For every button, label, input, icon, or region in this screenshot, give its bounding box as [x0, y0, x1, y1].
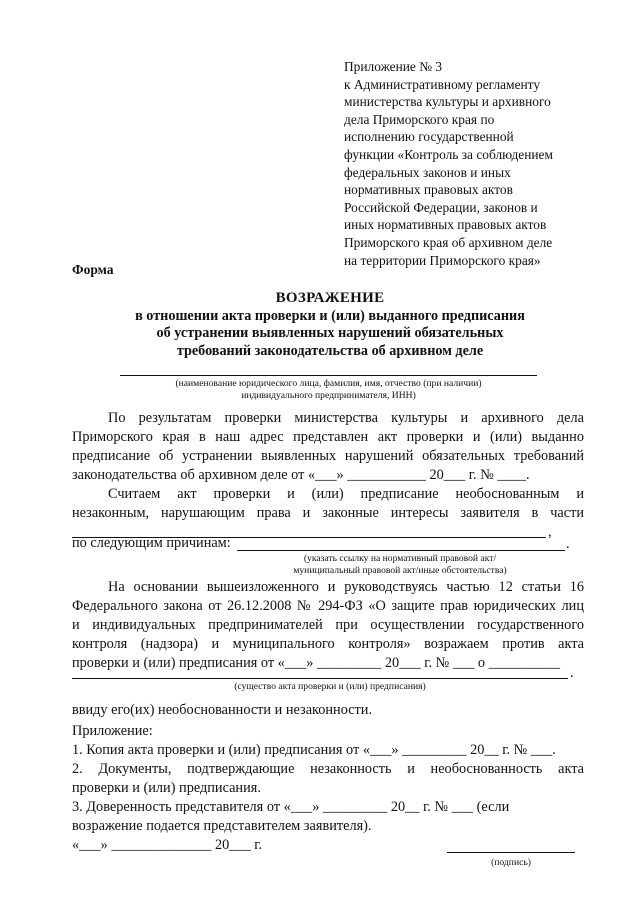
line-end-comma: ,	[548, 524, 552, 540]
annex-line: Российской Федерации, законов и	[344, 199, 538, 215]
conclusion-text: ввиду его(их) необоснованности и незаконности.	[72, 702, 373, 718]
text-line: законодательства об архивном деле от «___» ___________ 20___ г. № ____.	[72, 467, 530, 483]
text-line: проверки и (или) предписания от «___» _________ 20___ г. № ___ о __________	[72, 655, 561, 671]
title-line: ВОЗРАЖЕНИЕ	[275, 290, 385, 306]
text-line: предписание об устранении выявленных нарушений обязательных требований	[72, 448, 584, 464]
annex-line: функции «Контроль за соблюдением	[344, 146, 553, 162]
annex-line: министерства культуры и архивного	[344, 94, 551, 110]
reasons-caption	[250, 553, 550, 576]
title-line: требований законодательства об архивном деле	[176, 342, 484, 359]
attachment-item-1: 1. Копия акта проверки и (или) предписания от «___» _________ 20__ г. № ___.	[72, 742, 556, 758]
annex-line: иных нормативных правовых актов	[344, 217, 547, 233]
text-line: На основании вышеизложенного и руководствуясь частью 12 статьи 16	[108, 579, 584, 595]
document-title	[70, 290, 590, 360]
essence-line	[72, 678, 568, 679]
annex-line: Приморского края об архивном деле	[344, 234, 553, 250]
signature-caption: (подпись)	[491, 857, 531, 868]
text-line: Считаем акт проверки и (или) предписание необоснованным и	[108, 486, 584, 502]
caption-line: муниципальный правовой акт/иные обстоятельства)	[293, 564, 507, 576]
annex-line: исполнению государственной	[344, 129, 514, 145]
text-line: контроля (надзора) и муниципального контроля» возражаем против акта	[72, 636, 584, 652]
line-end-period: .	[570, 665, 574, 681]
text-line: Федерального закона от 26.12.2008 № 294-ФЗ «О защите прав юридических лиц	[72, 598, 584, 614]
attachment-item-3-line1: 3. Доверенность представителя от «___» _________ 20__ г. № ___ (если	[72, 799, 510, 815]
attachment-item-3-line2: возражение подается представителем заявителя).	[72, 818, 372, 834]
reasons-line	[237, 550, 565, 551]
annex-header	[344, 58, 594, 269]
paragraph-inspection	[72, 409, 584, 485]
text-line: и индивидуальных предпринимателей при осуществлении государственного	[72, 617, 584, 633]
text-line: проверки и (или) предписания.	[72, 780, 261, 796]
signature-line	[447, 852, 575, 853]
form-label: Форма	[72, 262, 114, 277]
text-line: По результатам проверки министерства культуры и архивного дела	[108, 410, 584, 426]
caption-line: (наименование юридического лица, фамилия, имя, отчество (при наличии)	[175, 378, 482, 389]
title-line: в отношении акта проверки и (или) выданного предписания	[135, 307, 525, 324]
annex-line: на территории Приморского края»	[344, 252, 541, 268]
annex-line: дела Приморского края по	[344, 111, 495, 127]
title-line: об устранении выявленных нарушений обязательных	[156, 325, 504, 342]
caption-line: (указать ссылку на нормативный правовой акт/	[303, 553, 497, 564]
paragraph-legal-basis	[72, 578, 584, 673]
applicant-caption	[120, 378, 537, 401]
annex-line: федеральных законов и иных	[344, 164, 511, 180]
reasons-label: по следующим причинам:	[72, 535, 231, 551]
date-line: «___» ______________ 20___ г.	[72, 837, 263, 853]
text-line: 2. Документы, подтверждающие незаконность и необоснованность акта	[72, 761, 584, 777]
annex-line: к Административному регламенту	[344, 76, 541, 92]
text-line: Приморского края в наш адрес представлен акт проверки и (или) выданно	[72, 429, 584, 445]
annex-line: нормативных правовых актов	[344, 182, 513, 198]
attachments-label: Приложение:	[72, 723, 153, 739]
paragraph-objection	[72, 485, 584, 523]
annex-line: Приложение № 3	[344, 59, 443, 74]
caption-line: индивидуального предпринимателя, ИНН)	[241, 389, 416, 401]
applicant-name-line	[120, 375, 537, 376]
attachment-item-2	[72, 760, 584, 798]
essence-caption: (существо акта проверки и (или) предписания)	[234, 681, 426, 692]
line-end-period: .	[566, 536, 570, 552]
text-line: незаконным, нарушающим права и законные интересы заявителя в части	[72, 505, 584, 521]
